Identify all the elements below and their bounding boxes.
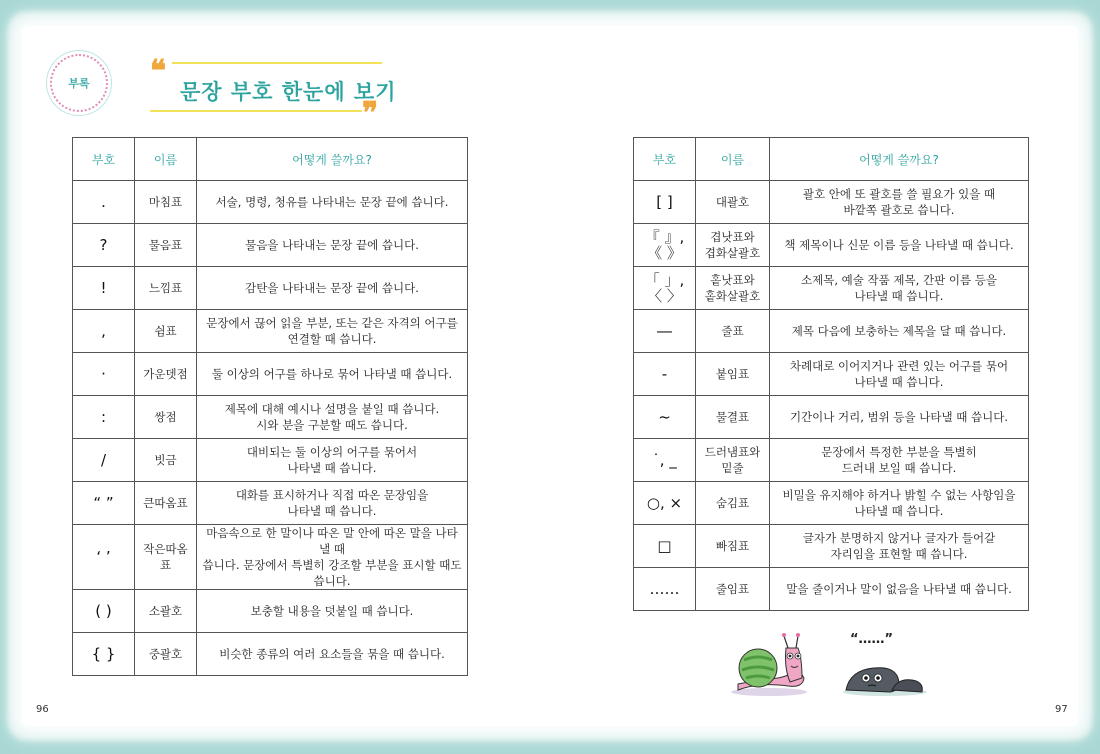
page-number-right: 97: [1055, 704, 1068, 715]
punctuation-usage: [770, 396, 1029, 439]
punctuation-table-right: [633, 137, 1029, 611]
table-row: [634, 353, 1029, 396]
usage-line: 마음속으로 한 말이나 따온 말 안에 따온 말을 나타낼 때: [206, 526, 458, 556]
usage-line: 둘 이상의 어구를 하나로 묶어 나타낼 때 씁니다.: [211, 367, 453, 381]
usage-line: 문장에서 끊어 읽을 부분, 또는 같은 자격의 어구를: [206, 316, 458, 330]
table-row: [73, 267, 468, 310]
punctuation-name: 가운뎃점: [135, 353, 197, 396]
usage-line: 기간이나 거리, 범위 등을 나타낼 때 씁니다.: [789, 410, 1009, 424]
usage-line: 나타낼 때 씁니다.: [854, 504, 944, 518]
usage-line: 감탄을 나타내는 문장 끝에 씁니다.: [245, 281, 419, 295]
punctuation-usage: [197, 224, 468, 267]
punctuation-name: 큰따옴표: [135, 482, 197, 525]
name-line: 줄표: [721, 324, 744, 338]
table-row: [73, 482, 468, 525]
table-row: [73, 590, 468, 633]
table-row: [634, 525, 1029, 568]
punctuation-name: 소괄호: [135, 590, 197, 633]
punctuation-usage: [770, 353, 1029, 396]
usage-line: 대화를 표시하거나 직접 따온 문장임을: [235, 488, 429, 502]
punctuation-symbol: :: [73, 396, 135, 439]
name-line: 빠짐표: [715, 539, 750, 553]
name-line: 물결표: [715, 410, 750, 424]
snail-illustration: [728, 628, 810, 698]
header-name: 이름: [696, 138, 770, 181]
usage-line: 제목에 대해 예시나 설명을 붙일 때 씁니다.: [224, 402, 440, 416]
usage-line: 나타낼 때 씁니다.: [287, 461, 377, 475]
punctuation-symbol: ( ): [73, 590, 135, 633]
punctuation-name: 느낌표: [135, 267, 197, 310]
punctuation-name: [696, 267, 770, 310]
table-row: [634, 396, 1029, 439]
punctuation-usage: [197, 525, 468, 590]
table-row: [634, 267, 1029, 310]
usage-line: 자리임을 표현할 때 씁니다.: [830, 547, 968, 561]
punctuation-symbol: 『 』, 《 》: [634, 224, 696, 267]
table-row: [634, 224, 1029, 267]
table-row: [634, 181, 1029, 224]
punctuation-name: 물음표: [135, 224, 197, 267]
usage-line: 문장에서 특정한 부분을 특별히: [821, 445, 977, 459]
name-line: 홑낫표와: [710, 273, 755, 287]
name-line: 줄임표: [715, 582, 750, 596]
table-row: [634, 568, 1029, 611]
punctuation-usage: [197, 181, 468, 224]
usage-line: 책 제목이나 신문 이름 등을 나타낼 때 씁니다.: [784, 238, 1014, 252]
punctuation-symbol: -: [634, 353, 696, 396]
punctuation-name: 중괄호: [135, 633, 197, 676]
punctuation-name: [696, 181, 770, 224]
name-line: 붙임표: [715, 367, 750, 381]
usage-line: 글자가 분명하지 않거나 글자가 들어갈: [802, 531, 996, 545]
usage-line: 물음을 나타내는 문장 끝에 씁니다.: [245, 238, 419, 252]
name-line: 드러냄표와: [704, 445, 761, 459]
name-line: 숨김표: [715, 496, 750, 510]
usage-line: 비슷한 종류의 여러 요소들을 묶을 때 씁니다.: [219, 647, 445, 661]
punctuation-symbol: ,: [73, 310, 135, 353]
punctuation-table-left: [72, 137, 468, 676]
punctuation-symbol: { }: [73, 633, 135, 676]
title-block: [150, 54, 397, 131]
name-line: 홑화살괄호: [704, 289, 761, 303]
punctuation-symbol: 「 」, 〈 〉: [634, 267, 696, 310]
punctuation-name: [696, 353, 770, 396]
table-row: [634, 439, 1029, 482]
punctuation-usage: [197, 310, 468, 353]
usage-line: 드러내 보일 때 씁니다.: [841, 461, 957, 475]
punctuation-symbol: ~: [634, 396, 696, 439]
usage-line: 연결할 때 씁니다.: [287, 332, 377, 346]
punctuation-name: 쉼표: [135, 310, 197, 353]
usage-line: 씁니다. 문장에서 특별히 강조할 부분을 표시할 때도 씁니다.: [202, 558, 462, 588]
usage-line: 괄호 안에 또 괄호를 쓸 필요가 있을 때: [802, 187, 996, 201]
usage-line: 말을 줄이거나 말이 없음을 나타낼 때 씁니다.: [786, 582, 1012, 596]
punctuation-name: [696, 439, 770, 482]
table-row: [73, 353, 468, 396]
punctuation-usage: [770, 568, 1029, 611]
usage-line: 대비되는 둘 이상의 어구를 묶어서: [246, 445, 418, 459]
usage-line: 나타낼 때 씁니다.: [287, 504, 377, 518]
punctuation-name: [696, 525, 770, 568]
punctuation-usage: [770, 181, 1029, 224]
punctuation-usage: [770, 439, 1029, 482]
page-title: 문장 부호 한눈에 보기: [180, 80, 397, 104]
punctuation-usage: [197, 482, 468, 525]
punctuation-name: 빗금: [135, 439, 197, 482]
punctuation-symbol: [ ]: [634, 181, 696, 224]
page-number-left: 96: [36, 704, 49, 715]
header-symbol: 부호: [73, 138, 135, 181]
table-row: [73, 181, 468, 224]
usage-line: 바깥쪽 괄호로 씁니다.: [843, 203, 955, 217]
punctuation-symbol: ·: [73, 353, 135, 396]
close-quote-icon: ❞: [362, 96, 379, 131]
table-row: [73, 310, 468, 353]
table-row: [73, 396, 468, 439]
usage-line: 서술, 명령, 청유를 나타내는 문장 끝에 씁니다.: [215, 195, 449, 209]
punctuation-name: [696, 568, 770, 611]
usage-line: 나타낼 때 씁니다.: [854, 289, 944, 303]
title-line-top: [172, 62, 382, 64]
punctuation-symbol: ˙, _: [634, 439, 696, 482]
punctuation-name: 작은따옴표: [135, 525, 197, 590]
punctuation-name: [696, 396, 770, 439]
punctuation-symbol: ?: [73, 224, 135, 267]
name-line: 대괄호: [715, 195, 750, 209]
usage-line: 차례대로 이어지거나 관련 있는 어구를 묶어: [789, 359, 1009, 373]
punctuation-usage: [197, 353, 468, 396]
punctuation-usage: [197, 633, 468, 676]
punctuation-usage: [770, 310, 1029, 353]
usage-line: 나타낼 때 씁니다.: [854, 375, 944, 389]
punctuation-symbol: ○, ×: [634, 482, 696, 525]
punctuation-usage: [197, 439, 468, 482]
punctuation-symbol: /: [73, 439, 135, 482]
header-usage: 어떻게 쓸까요?: [197, 138, 468, 181]
stone-speech-text: “……”: [850, 632, 894, 647]
appendix-badge: 부록: [50, 54, 108, 112]
table-row: [634, 482, 1029, 525]
usage-line: 보충할 내용을 덧붙일 때 씁니다.: [250, 604, 414, 618]
punctuation-symbol: .: [73, 181, 135, 224]
usage-line: 소제목, 예술 작품 제목, 간판 이름 등을: [801, 273, 997, 287]
punctuation-usage: [197, 396, 468, 439]
header-symbol: 부호: [634, 138, 696, 181]
punctuation-name: [696, 310, 770, 353]
table-row: [73, 224, 468, 267]
punctuation-usage: [770, 525, 1029, 568]
punctuation-name: 쌍점: [135, 396, 197, 439]
stone-illustration: [840, 632, 930, 698]
punctuation-symbol: ―: [634, 310, 696, 353]
punctuation-name: [696, 224, 770, 267]
punctuation-name: 마침표: [135, 181, 197, 224]
usage-line: 시와 분을 구분할 때도 씁니다.: [256, 418, 408, 432]
punctuation-symbol: □: [634, 525, 696, 568]
table-row: [73, 525, 468, 590]
usage-line: 제목 다음에 보충하는 제목을 달 때 씁니다.: [791, 324, 1007, 338]
punctuation-symbol: ……: [634, 568, 696, 611]
punctuation-symbol: !: [73, 267, 135, 310]
name-line: 밑줄: [721, 461, 744, 475]
header-usage: 어떻게 쓸까요?: [770, 138, 1029, 181]
table-row: [73, 439, 468, 482]
punctuation-usage: [770, 482, 1029, 525]
table-row: [634, 310, 1029, 353]
punctuation-symbol: “ ”: [73, 482, 135, 525]
header-name: 이름: [135, 138, 197, 181]
name-line: 겹화살괄호: [704, 246, 761, 260]
usage-line: 비밀을 유지해야 하거나 밝힐 수 없는 사항임을: [782, 488, 1016, 502]
punctuation-symbol: ‘ ’: [73, 525, 135, 590]
punctuation-name: [696, 482, 770, 525]
punctuation-usage: [197, 590, 468, 633]
punctuation-usage: [770, 267, 1029, 310]
punctuation-usage: [197, 267, 468, 310]
table-header-row: [634, 138, 1029, 181]
title-line-bottom: [150, 110, 362, 112]
punctuation-usage: [770, 224, 1029, 267]
open-quote-icon: ❝: [150, 54, 167, 89]
table-row: [73, 633, 468, 676]
name-line: 겹낫표와: [710, 230, 755, 244]
table-header-row: [73, 138, 468, 181]
